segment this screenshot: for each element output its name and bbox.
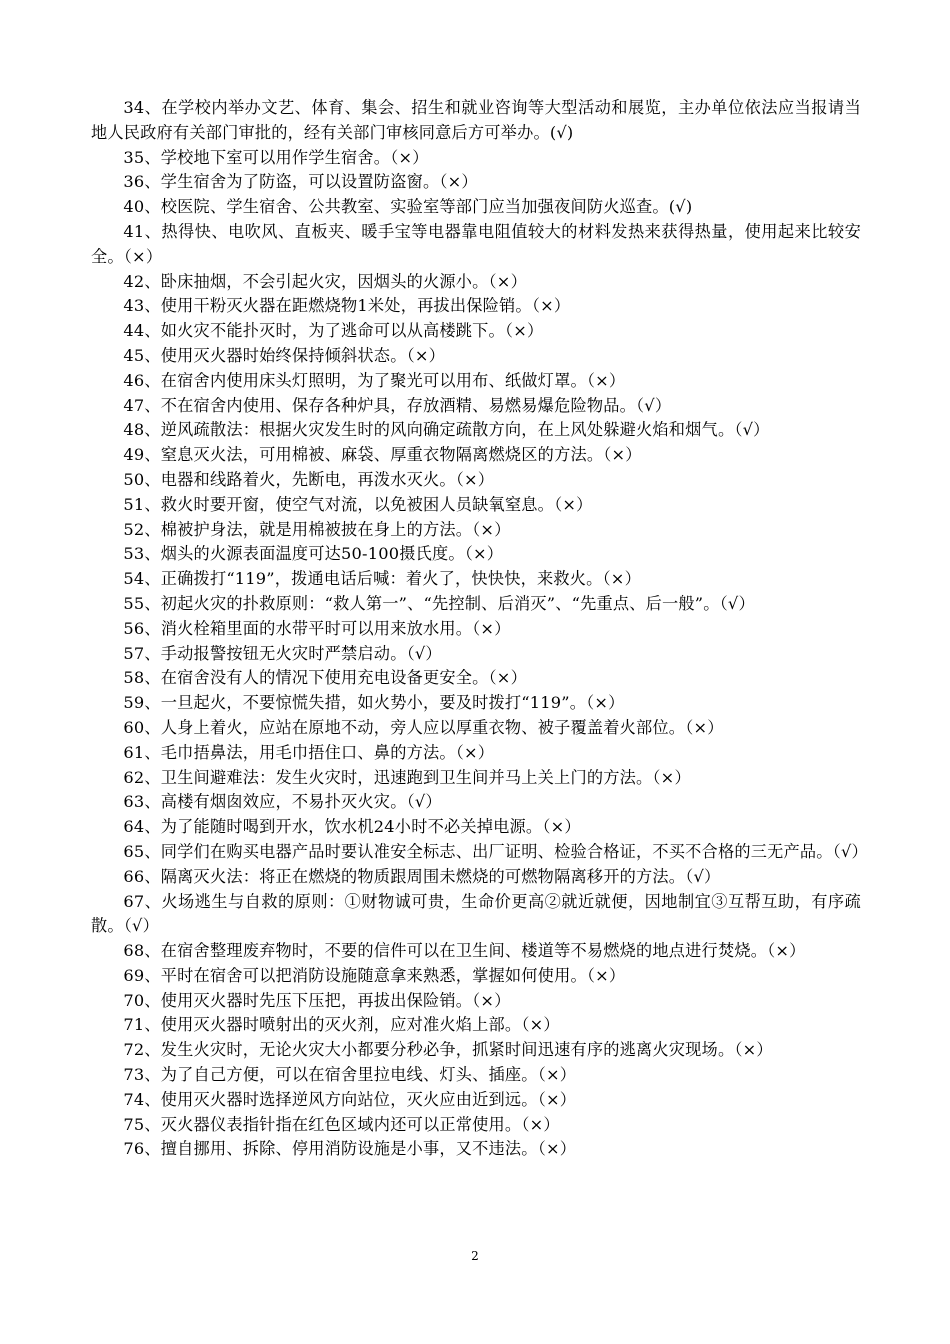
question-35: 35、学校地下室可以用作学生宿舍。（×）	[123, 147, 429, 167]
question-40: 40、校医院、学生宿舍、公共教室、实验室等部门应当加强夜间防火巡查。(√)	[123, 197, 693, 217]
question-54: 54、正确拨打“119”，拨通电话后喊：着火了，快快快，来救火。（×）	[123, 569, 641, 589]
question-73: 73、为了自己方便，可以在宿舍里拉电线、灯头、插座。（×）	[123, 1065, 577, 1085]
question-57: 57、手动报警按钮无火灾时严禁启动。（√）	[123, 643, 442, 663]
question-67: 67、火场逃生与自救的原则：①财物诚可贵，生命价更高②就近就便，因地制宜③互帮互助，有序疏散。（√）	[91, 891, 861, 936]
question-70: 70、使用灭火器时先压下压把，再拔出保险销。（×）	[123, 990, 511, 1010]
question-44: 44、如火灾不能扑灭时，为了逃命可以从高楼跳下。（×）	[123, 321, 544, 341]
question-66: 66、隔离灭火法：将正在燃烧的物质跟周围未燃烧的可燃物隔离移开的方法。（√）	[123, 866, 721, 886]
question-63: 63、高楼有烟囱效应，不易扑灭火灾。（√）	[123, 792, 442, 812]
question-58: 58、在宿舍没有人的情况下使用充电设备更安全。（×）	[123, 668, 527, 688]
question-74: 74、使用灭火器时选择逆风方向站位，灭火应由近到远。（×）	[123, 1089, 577, 1109]
question-51: 51、救火时要开窗，使空气对流，以免被困人员缺氧窒息。（×）	[123, 494, 593, 514]
question-53: 53、烟头的火源表面温度可达50-100摄氏度。（×）	[123, 544, 504, 564]
question-71: 71、使用灭火器时喷射出的灭火剂，应对准火焰上部。（×）	[123, 1015, 560, 1035]
page-number: 2	[471, 1249, 479, 1263]
question-36: 36、学生宿舍为了防盗，可以设置防盗窗。（×）	[123, 172, 478, 192]
question-59: 59、一旦起火，不要惊慌失措，如火势小，要及时拨打“119”。（×）	[123, 693, 625, 713]
question-45: 45、使用灭火器时始终保持倾斜状态。（×）	[123, 345, 446, 365]
question-49: 49、窒息灭火法，可用棉被、麻袋、厚重衣物隔离燃烧区的方法。（×）	[123, 445, 642, 465]
question-50: 50、电器和线路着火，先断电，再泼水灭火。（×）	[123, 469, 495, 489]
question-41: 41、热得快、电吹风、直板夹、暖手宝等电器靠电阻值较大的材料发热来获得热量，使用起来比较安全。（×）	[91, 221, 861, 266]
question-34: 34、在学校内举办文艺、体育、集会、招生和就业咨询等大型活动和展览，主办单位依法应当报请当地人民政府有关部门审批的，经有关部门审核同意后方可举办。(√)	[91, 98, 861, 142]
question-52: 52、棉被护身法，就是用棉被披在身上的方法。（×）	[123, 519, 511, 539]
question-61: 61、毛巾捂鼻法，用毛巾捂住口、鼻的方法。（×）	[123, 742, 495, 762]
question-55: 55、初起火灾的扑救原则：“救人第一”、“先控制、后消灭”、“先重点、后一般”。（√）	[123, 593, 755, 613]
question-69: 69、平时在宿舍可以把消防设施随意拿来熟悉，掌握如何使用。（×）	[123, 965, 626, 985]
question-47: 47、不在宿舍内使用、保存各种炉具，存放酒精、易燃易爆危险物品。（√）	[123, 395, 672, 415]
question-43: 43、使用干粉灭火器在距燃烧物1米处，再拔出保险销。（×）	[123, 296, 571, 316]
question-76: 76、擅自挪用、拆除、停用消防设施是小事，又不违法。（×）	[123, 1139, 577, 1159]
question-42: 42、卧床抽烟，不会引起火灾，因烟头的火源小。（×）	[123, 271, 527, 291]
question-60: 60、人身上着火，应站在原地不动，旁人应以厚重衣物、被子覆盖着火部位。（×）	[123, 717, 724, 737]
question-72: 72、发生火灾时，无论火灾大小都要分秒必争，抓紧时间迅速有序的逃离火灾现场。（×）	[123, 1040, 773, 1060]
document-body	[91, 96, 868, 1162]
question-62: 62、卫生间避难法：发生火灾时，迅速跑到卫生间并马上关上门的方法。（×）	[123, 767, 691, 787]
question-64: 64、为了能随时喝到开水，饮水机24小时不必关掉电源。（×）	[123, 817, 581, 837]
question-75: 75、灭火器仪表指针指在红色区域内还可以正常使用。（×）	[123, 1114, 560, 1134]
question-46: 46、在宿舍内使用床头灯照明，为了聚光可以用布、纸做灯罩。（×）	[123, 370, 626, 390]
question-56: 56、消火栓箱里面的水带平时可以用来放水用。（×）	[123, 618, 511, 638]
question-65: 65、同学们在购买电器产品时要认准安全标志、出厂证明、检验合格证，不买不合格的三无产品。（√）	[123, 841, 868, 861]
question-48: 48、逆风疏散法：根据火灾发生时的风向确定疏散方向，在上风处躲避火焰和烟气。（√）	[123, 420, 770, 440]
question-68: 68、在宿舍整理废弃物时，不要的信件可以在卫生间、楼道等不易燃烧的地点进行焚烧。（×）	[123, 941, 806, 961]
